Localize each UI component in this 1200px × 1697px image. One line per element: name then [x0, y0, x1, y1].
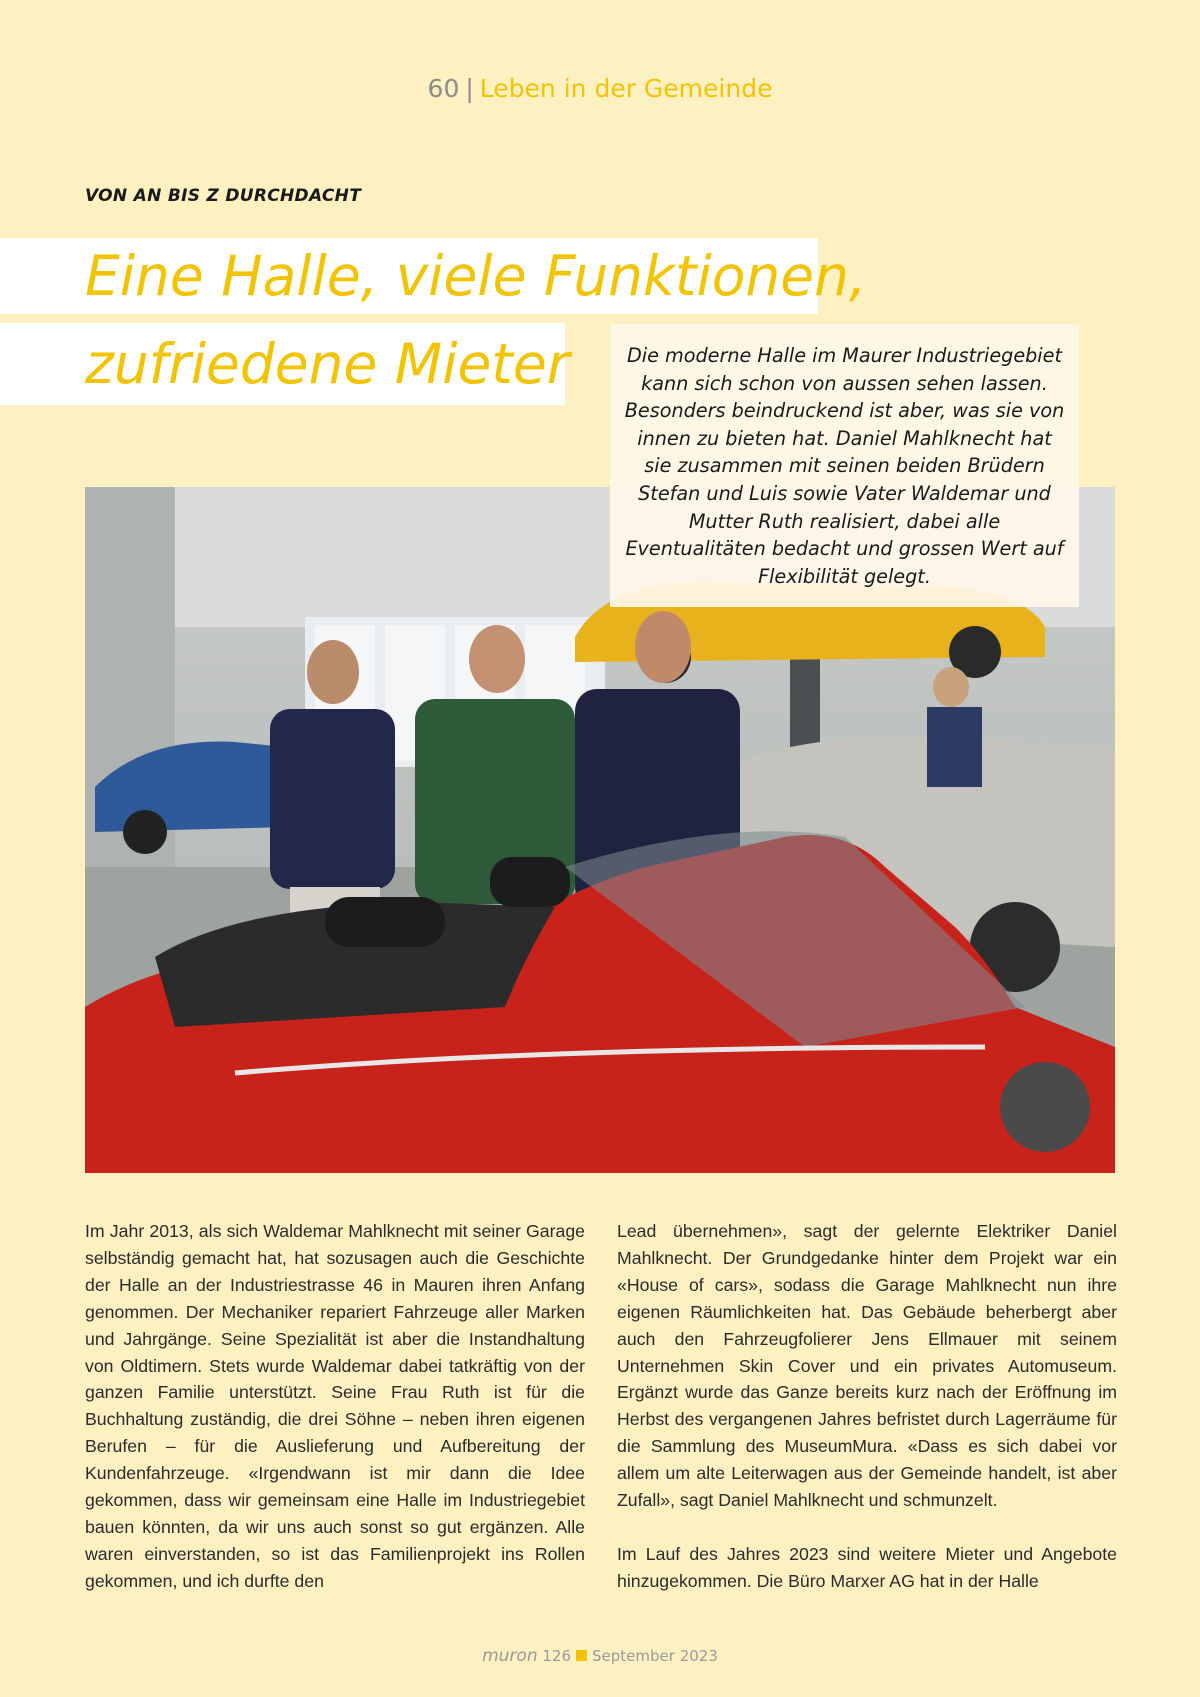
article-kicker: VON AN BIS Z DURCHDACHT: [85, 186, 362, 206]
page-number: 60: [427, 74, 460, 103]
footer-square-icon: [576, 1650, 587, 1661]
page-header: [0, 72, 1200, 106]
body-paragraph: Im Jahr 2013, als sich Waldemar Mahlknecht mit seiner Garage selbständig gemacht hat, hat sozusagen auch die Geschichte der Halle an der Industriestrasse 46 in Mauren ihren Anfang genommen. Der Mechaniker repariert Fahrzeuge aller Marken und Jahrgänge. Seine Spezialität ist aber die Instandhaltung von Oldtimern. Stets wurde Waldemar dabei tatkräftig von der ganzen Familie unterstützt. Seine Frau Ruth ist für die Buchhaltung zuständig, die drei Söhne – neben ihren eigenen Berufen – für die Auslieferung und Aufbereitung der Kundenfahrzeuge. «Irgendwann ist mir dann die Idee gekommen, dass wir gemeinsam eine Halle im Industriegebiet bauen könnten, da wir uns auch sonst so gut ergänzen. Alle waren einverstanden, so ist das Familienprojekt ins Rollen gekommen, und ich durfte den: [85, 1221, 585, 1591]
article-title-line-1: Eine Halle, viele Funktionen,: [0, 238, 818, 314]
page-footer: [0, 1646, 1200, 1666]
body-column-right: [617, 1218, 1117, 1622]
magazine-brand: muron: [482, 1646, 538, 1666]
body-paragraph: Im Lauf des Jahres 2023 sind weitere Mieter und Angebote hinzugekommen. Die Büro Marxer AG hat in der Halle: [617, 1543, 1117, 1591]
article-lede: Die moderne Halle im Maurer Industriegebiet kann sich schon von aussen sehen lassen. Besonders beindruckend ist aber, was sie von innen zu bieten hat. Daniel Mahlknecht hat sie zusammen mit seinen beiden Brüdern Stefan und Luis sowie Vater Waldemar und Mutter Ruth realisiert, dabei alle Eventualitäten bedacht und grossen Wert auf Flexibilität gelegt.: [610, 324, 1079, 607]
section-name: Leben in der Gemeinde: [479, 74, 773, 103]
issue-date: September 2023: [592, 1647, 718, 1665]
header-separator: |: [465, 74, 474, 103]
body-paragraph: Lead übernehmen», sagt der gelernte Elektriker Daniel Mahlknecht. Der Grundgedanke hinter dem Projekt war ein «House of cars», sodass die Garage Mahlknecht nun ihre eigenen Räumlichkeiten hat. Das Gebäude beherbergt aber auch den Fahrzeugfolierer Jens Ellmauer mit seinem Unternehmen Skin Cover und ein privates Automuseum. Ergänzt wurde das Ganze bereits kurz nach der Eröffnung im Herbst des vergangenen Jahres befristet durch Lagerräume für die Sammlung des MuseumMura. «Dass es sich dabei vor allem um alte Leiterwagen aus der Gemeinde handelt, ist aber Zufall», sagt Daniel Mahlknecht und schmunzelt.: [617, 1221, 1117, 1511]
article-title-line-2: zufriedene Mieter: [0, 323, 565, 405]
body-column-left: [85, 1218, 585, 1595]
issue-number: 126: [542, 1647, 572, 1665]
